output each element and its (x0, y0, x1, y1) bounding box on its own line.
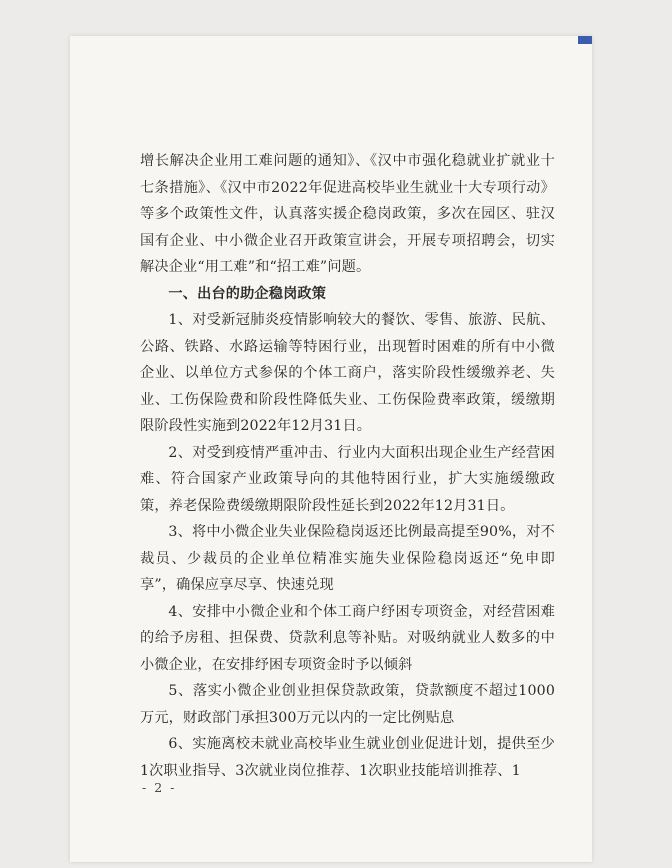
paragraph-item-5: 5、落实小微企业创业担保贷款政策，贷款额度不超过1000万元，财政部门承担300万元以内的一定比例贴息 (140, 683, 555, 726)
page-number: - 2 - (142, 780, 177, 795)
document-body (140, 148, 555, 784)
corner-mark (578, 36, 592, 44)
document-page (70, 36, 592, 862)
paragraph-intro: 增长解决企业用工难问题的通知》、《汉中市强化稳就业扩就业十七条措施》、《汉中市2022年促进高校毕业生就业十大专项行动》等多个政策性文件，认真落实援企稳岗政策，多次在园区、驻汉国有企业、中小微企业召开政策宣讲会，开展专项招聘会，切实解决企业“用工难”和“招工难”问题。 (140, 153, 555, 275)
paragraph-item-4: 4、安排中小微企业和个体工商户纾困专项资金，对经营困难的给予房租、担保费、贷款利息等补贴。对吸纳就业人数多的中小微企业，在安排纾困专项资金时予以倾斜 (140, 603, 555, 673)
paragraph-item-6: 6、实施离校未就业高校毕业生就业创业促进计划，提供至少1次职业指导、3次就业岗位推荐、1次职业技能培训推荐、1 (140, 736, 555, 779)
paragraph-item-3: 3、将中小微企业失业保险稳岗返还比例最高提至90%，对不裁员、少裁员的企业单位精准实施失业保险稳岗返还“免申即享”，确保应享尽享、快速兑现 (140, 524, 555, 593)
paragraph-item-1: 1、对受新冠肺炎疫情影响较大的餐饮、零售、旅游、民航、公路、铁路、水路运输等特困行业，出现暂时困难的所有中小微企业、以单位方式参保的个体工商户，落实阶段性缓缴养老、失业、工伤保险费和阶段性降低失业、工伤保险费率政策，缓缴期限阶段性实施到2022年12月31日。 (140, 312, 555, 434)
section-heading: 一、出台的助企稳岗政策 (168, 285, 327, 302)
paragraph-item-2: 2、对受到疫情严重冲击、行业内大面积出现企业生产经营困难、符合国家产业政策导向的其他特困行业，扩大实施缓缴政策，养老保险费缓缴期限阶段性延长到2022年12月31日。 (140, 444, 555, 514)
